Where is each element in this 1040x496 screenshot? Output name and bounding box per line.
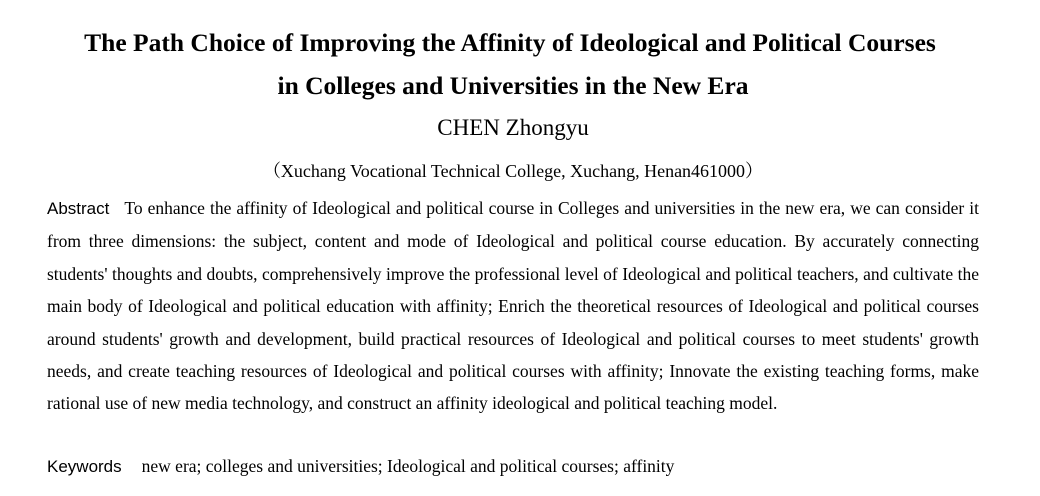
abstract-label: Abstract [47, 199, 110, 218]
abstract-text: To enhance the affinity of Ideological and political course in Colleges and universities in the new era, we can consider it from three dimensions: the subject, content and mode of Ideological and political course education. By accurately connecting students' thoughts and doubts, comprehensively improve the professional level of Ideological and political teachers, and cultivate the main body of Ideological and political education with affinity; Enrich the theoretical resources of Ideological and political courses around students' growth and development, build practical resources of Ideological and political courses to meet students' growth needs, and create teaching resources of Ideological and political courses with affinity; Innovate the existing teaching forms, make rational use of new media technology, and construct an affinity ideological and political teaching model. [47, 198, 979, 414]
keywords-text: new era; colleges and universities; Ideological and political courses; affinity [141, 456, 675, 476]
keywords-line [47, 452, 979, 481]
paper-title-line-1: The Path Choice of Improving the Affinity of Ideological and Political Courses [84, 28, 936, 57]
author-name: CHEN Zhongyu [437, 115, 589, 140]
abstract-paragraph [47, 192, 979, 420]
paper-title-line-2: in Colleges and Universities in the New Era [277, 71, 749, 100]
author-affiliation: （Xuchang Vocational Technical College, Xuchang, Henan461000） [262, 161, 764, 181]
keywords-label: Keywords [47, 457, 122, 476]
